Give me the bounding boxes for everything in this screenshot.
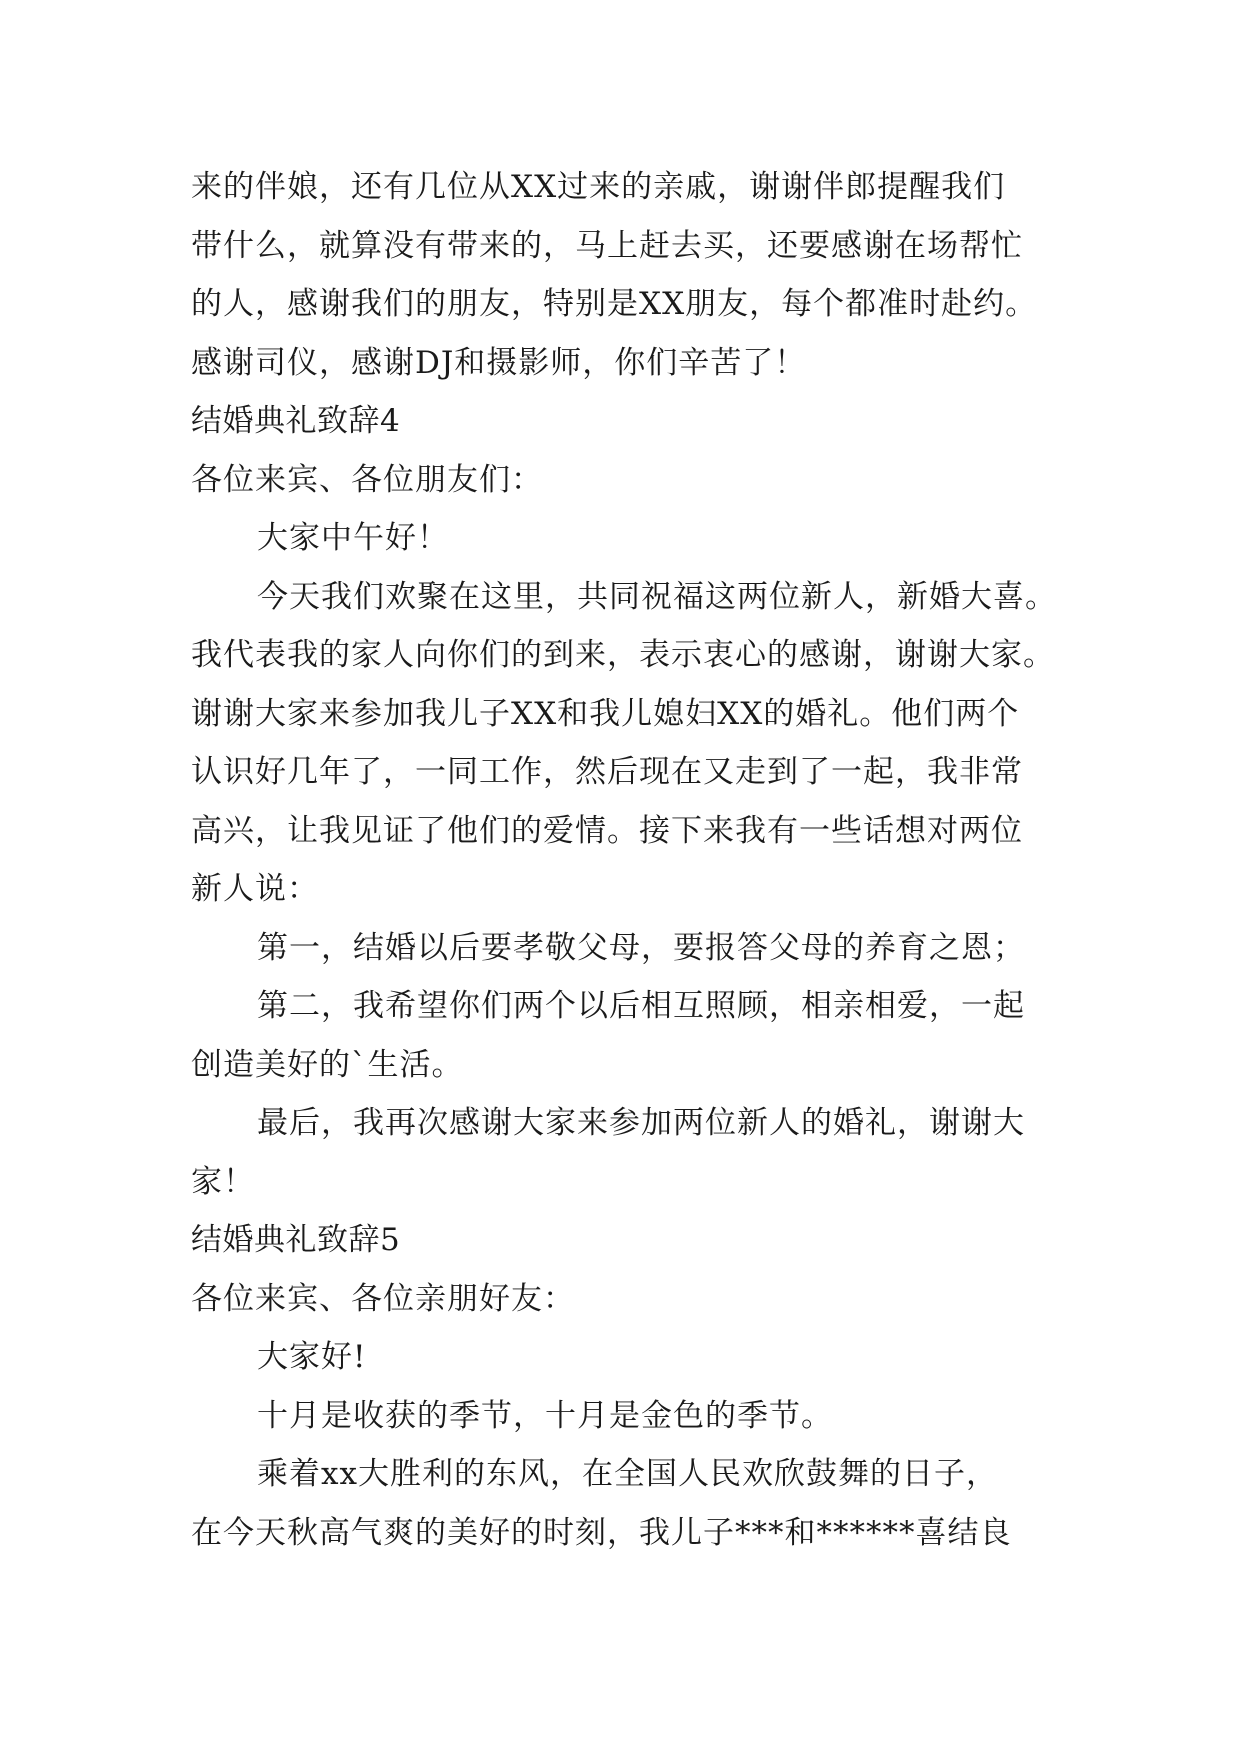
paragraph-line: 最后，我再次感谢大家来参加两位新人的婚礼，谢谢大 [257, 1105, 1025, 1141]
paragraph-line: 新人说： [191, 871, 319, 907]
paragraph-line: 今天我们欢聚在这里，共同祝福这两位新人，新婚大喜。 [257, 578, 1057, 615]
paragraph-line: 高兴，让我见证了他们的爱情。接下来我有一些话想对两位 [191, 812, 1023, 849]
paragraph-line: 十月是收获的季节，十月是金色的季节。 [257, 1397, 833, 1434]
section-heading: 结婚典礼致辞4 [191, 403, 401, 439]
paragraph-line: 我代表我的家人向你们的到来，表示衷心的感谢，谢谢大家。 [191, 637, 1055, 673]
greeting: 大家好! [257, 1339, 367, 1375]
paragraph-line: 第二，我希望你们两个以后相互照顾，相亲相爱，一起 [257, 988, 1025, 1024]
paragraph-line: 第一，结婚以后要孝敬父母，要报答父母的养育之恩； [257, 929, 1025, 966]
section-heading: 结婚典礼致辞5 [191, 1222, 401, 1258]
greeting: 大家中午好！ [257, 520, 449, 556]
salutation: 各位来宾、各位朋友们： [191, 461, 543, 498]
paragraph-line: 认识好几年了，一同工作，然后现在又走到了一起，我非常 [191, 754, 1023, 790]
paragraph-line: 来的伴娘，还有几位从XX过来的亲戚，谢谢伴郎提醒我们 [191, 169, 1006, 205]
paragraph-line: 乘着xx大胜利的东风，在全国人民欢欣鼓舞的日子， [257, 1456, 998, 1492]
salutation: 各位来宾、各位亲朋好友： [191, 1280, 575, 1317]
paragraph-line: 家！ [191, 1163, 255, 1200]
paragraph-line: 创造美好的`生活。 [191, 1046, 464, 1083]
paragraph-line: 带什么，就算没有带来的，马上赶去买，还要感谢在场帮忙 [191, 227, 1023, 264]
paragraph-line: 感谢司仪，感谢DJ和摄影师，你们辛苦了！ [191, 344, 807, 381]
paragraph-line: 谢谢大家来参加我儿子XX和我儿媳妇XX的婚礼。他们两个 [191, 695, 1020, 732]
paragraph-line: 的人，感谢我们的朋友，特别是XX朋友，每个都准时赴约。 [191, 286, 1038, 322]
paragraph-line: 在今天秋高气爽的美好的时刻，我儿子***和******喜结良 [191, 1514, 1012, 1551]
document-body [191, 158, 1071, 1562]
